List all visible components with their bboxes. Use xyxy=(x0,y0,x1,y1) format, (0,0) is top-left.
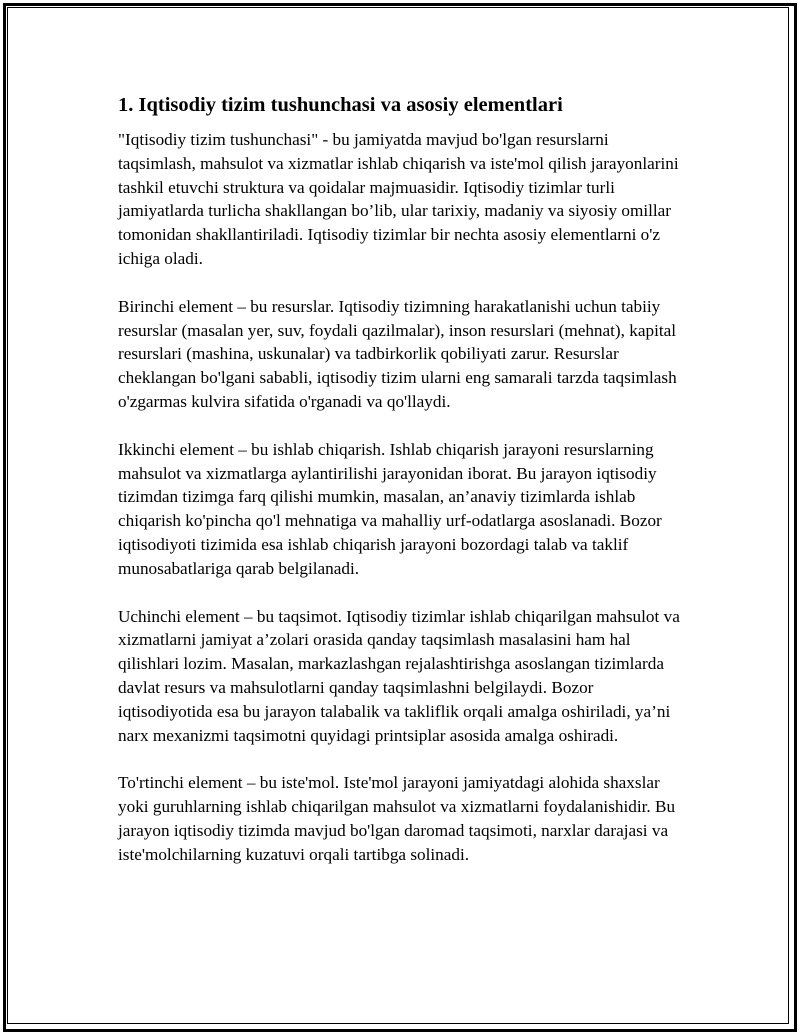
paragraph-consumption: To'rtinchi element – bu iste'mol. Iste'mol jarayoni jamiyatdagi alohida shaxslar yoki guruhlarning ishlab chiqarilgan mahsulot va xizmatlarni foydalanishidir. Bu jarayon iqtisodiy tizimda mavjud bo'lgan daromad taqsimoti, narxlar darajasi va iste'molchilarning kuzatuvi orqali tartibga solinadi. xyxy=(118,773,676,864)
section-heading: 1. Iqtisodiy tizim tushunchasi va asosiy elementlari xyxy=(118,94,563,116)
paragraph-distribution: Uchinchi element – bu taqsimot. Iqtisodiy tizimlar ishlab chiqarilgan mahsulot va xizmatlarni jamiyat a’zolari orasida qanday taqsimlash masalasini ham hal qilishlari lozim. Masalan, markazlashgan rejalashtirishga asoslangan tizimlarda davlat resurs va mahsulotlarni qanday taqsimlashni belgilaydi. Bozor iqtisodiyotida esa bu jarayon talabalik va takliflik orqali amalga oshiriladi, ya’ni narx mexanizmi taqsimotni quyidagi printsiplar asosida amalga oshiradi. xyxy=(118,606,680,745)
document-body xyxy=(118,92,686,891)
paragraph-resources: Birinchi element – bu resurslar. Iqtisodiy tizimning harakatlanishi uchun tabiiy resurslar (masalan yer, suv, foydali qazilmalar), inson resurslari (mehnat), kapital resurslari (mashina, uskunalar) va tadbirkorlik qobiliyati zarur. Resurslar cheklangan bo'lgani sababli, iqtisodiy tizim ularni eng samarali tarzda taqsimlash o'zgarmas kulvira sifatida o'rganadi va qo'llaydi. xyxy=(118,296,677,411)
paragraph-intro: "Iqtisodiy tizim tushunchasi" - bu jamiyatda mavjud bo'lgan resurslarni taqsimlash, mahsulot va xizmatlar ishlab chiqarish va iste'mol qilish jarayonlarini tashkil etuvchi struktura va qoidalar majmuasidir. Iqtisodiy tizimlar turli jamiyatlarda turlicha shakllangan bo’lib, ular tarixiy, madaniy va siyosiy omillar tomonidan shakllantiriladi. Iqtisodiy tizimlar bir nechta asosiy elementlarni o'z ichiga oladi. xyxy=(118,130,679,268)
paragraph-production: Ikkinchi element – bu ishlab chiqarish. Ishlab chiqarish jarayoni resurslarning mahsulot va xizmatlarga aylantirilishi jarayonidan iborat. Bu jarayon iqtisodiy tizimdan tizimga farq qilishi mumkin, masalan, an’anaviy tizimlarda ishlab chiqarish ko'pincha qo'l mehnatiga va mahalliy urf-odatlarga asoslanadi. Bozor iqtisodiyoti tizimida esa ishlab chiqarish jarayoni bozordagi talab va taklif munosabatlariga qarab belgilanadi. xyxy=(118,439,662,578)
